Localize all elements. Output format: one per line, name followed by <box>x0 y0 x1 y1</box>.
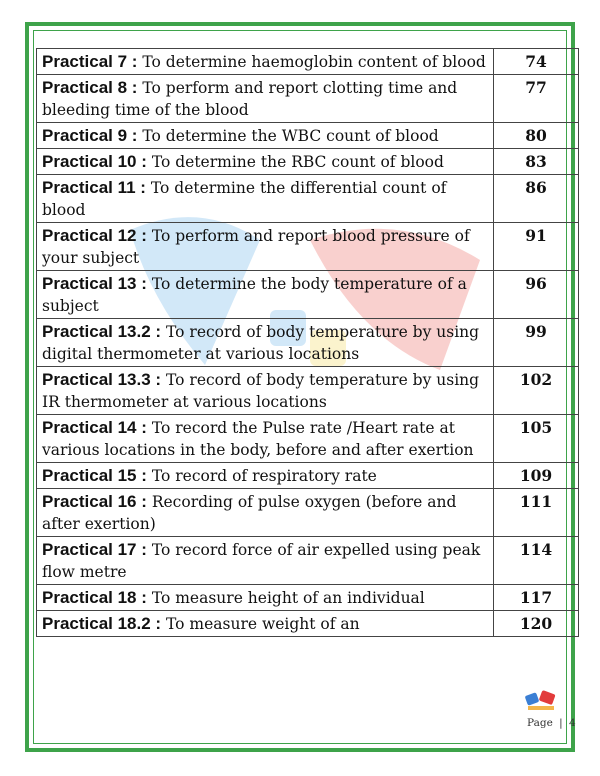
practical-title: To record of body temperature by using digital thermometer at various locations <box>42 323 480 363</box>
toc-page-number: 74 <box>494 49 579 75</box>
toc-description <box>37 489 494 537</box>
practical-label: Practical 10 : <box>42 152 147 171</box>
toc-description <box>37 75 494 123</box>
practical-title: To perform and report clotting time and bleeding time of the blood <box>42 79 458 119</box>
toc-row <box>37 319 579 367</box>
toc-page-number: 109 <box>494 463 579 489</box>
toc-page-number: 86 <box>494 175 579 223</box>
practical-title: To determine the body temperature of a subject <box>42 275 467 315</box>
practical-label: Practical 8 : <box>42 78 138 97</box>
toc-page-number: 105 <box>494 415 579 463</box>
toc-row <box>37 585 579 611</box>
toc-description <box>37 223 494 271</box>
toc-description <box>37 123 494 149</box>
page-footer <box>527 717 576 729</box>
toc-row <box>37 75 579 123</box>
toc-row <box>37 223 579 271</box>
practical-title: To determine the RBC count of blood <box>151 153 444 171</box>
toc-row <box>37 611 579 637</box>
practical-label: Practical 13.3 : <box>42 370 162 389</box>
contents-table <box>36 48 579 637</box>
page-separator: | <box>559 717 563 729</box>
toc-description <box>37 463 494 489</box>
toc-description <box>37 175 494 223</box>
toc-page-number: 111 <box>494 489 579 537</box>
toc-page-number: 120 <box>494 611 579 637</box>
footer-logo <box>522 688 562 714</box>
toc-row <box>37 463 579 489</box>
toc-description <box>37 585 494 611</box>
toc-description <box>37 537 494 585</box>
practical-title: To determine the WBC count of blood <box>142 127 439 145</box>
practical-title: Recording of pulse oxygen (before and after exertion) <box>42 493 457 533</box>
practical-label: Practical 9 : <box>42 126 138 145</box>
toc-row <box>37 49 579 75</box>
practical-label: Practical 12 : <box>42 226 147 245</box>
toc-row <box>37 149 579 175</box>
toc-description <box>37 149 494 175</box>
practical-title: To perform and report blood pressure of your subject <box>42 227 470 267</box>
toc-description <box>37 319 494 367</box>
toc-page-number: 117 <box>494 585 579 611</box>
practical-label: Practical 11 : <box>42 178 146 197</box>
practical-title: To measure weight of an <box>166 615 360 633</box>
toc-page-number: 114 <box>494 537 579 585</box>
practical-title: To record of respiratory rate <box>151 467 377 485</box>
toc-description <box>37 49 494 75</box>
practical-label: Practical 16 : <box>42 492 147 511</box>
page-number: 4 <box>569 717 576 729</box>
toc-row <box>37 415 579 463</box>
practical-label: Practical 18 : <box>42 588 147 607</box>
practical-title: To record of body temperature by using IR thermometer at various locations <box>42 371 480 411</box>
practical-label: Practical 18.2 : <box>42 614 162 633</box>
toc-description <box>37 415 494 463</box>
toc-description <box>37 367 494 415</box>
practical-label: Practical 13.2 : <box>42 322 162 341</box>
page-label: Page <box>527 717 553 729</box>
practical-label: Practical 14 : <box>42 418 147 437</box>
toc-row <box>37 271 579 319</box>
practical-title: To record the Pulse rate /Heart rate at various locations in the body, before and after exertion <box>42 419 474 459</box>
toc-description <box>37 271 494 319</box>
toc-page-number: 83 <box>494 149 579 175</box>
practical-label: Practical 15 : <box>42 466 147 485</box>
toc-page-number: 80 <box>494 123 579 149</box>
practical-title: To determine haemoglobin content of blood <box>142 53 486 71</box>
toc-page-number: 99 <box>494 319 579 367</box>
practical-title: To record force of air expelled using peak flow metre <box>42 541 481 581</box>
practical-label: Practical 7 : <box>42 52 138 71</box>
toc-row <box>37 537 579 585</box>
toc-page-number: 96 <box>494 271 579 319</box>
practical-label: Practical 17 : <box>42 540 147 559</box>
toc-page-number: 102 <box>494 367 579 415</box>
toc-row <box>37 367 579 415</box>
practical-label: Practical 13 : <box>42 274 147 293</box>
practical-title: To determine the differential count of blood <box>42 179 447 219</box>
practical-title: To measure height of an individual <box>151 589 425 607</box>
toc-description <box>37 611 494 637</box>
toc-row <box>37 123 579 149</box>
toc-page-number: 77 <box>494 75 579 123</box>
toc-page-number: 91 <box>494 223 579 271</box>
toc-row <box>37 175 579 223</box>
toc-row <box>37 489 579 537</box>
